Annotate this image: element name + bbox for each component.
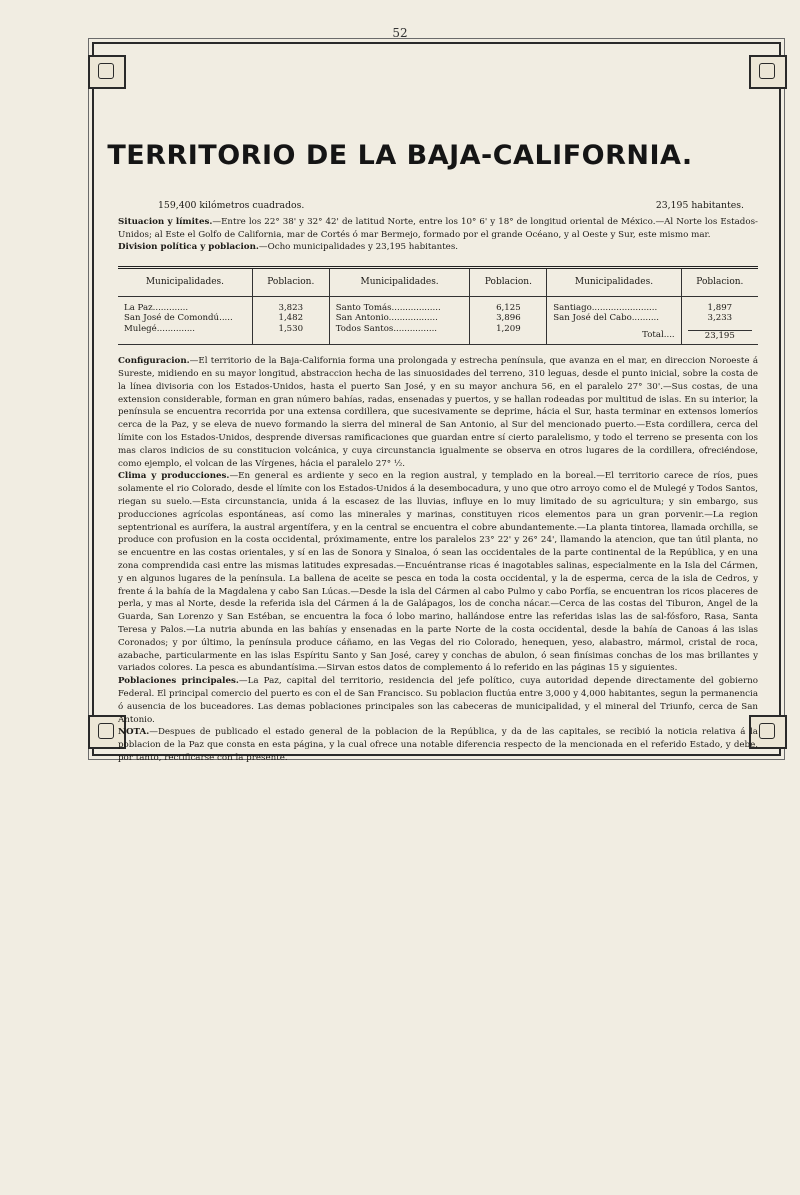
text-body (118, 355, 758, 765)
municipality-names-col-2: Santo Tomás.................. San Antonio.................. Todos Santos................ (329, 296, 470, 344)
total-value: 23,195 (688, 330, 752, 342)
clima-paragraph (118, 470, 758, 675)
configuracion-text: —El territorio de la Baja-California forma una prolongada y estrecha península, que avanza en el mar, en direccion Noroeste á Sureste, midiendo en su mayor longitud, abstraccion hecha de las sinuosidades del terreno, 310 leguas, desde el punto inicial, sobre la costa de la línea divisoria con los Estados-Unidos, hasta el puerto San José, y en su mayor anchura 56, en el paralelo 27° 30'.—Sus costas, de una extension considerable, forman en gran número bahías, radas, ensenadas y puertos, y se hallan rodeadas por multitud de islas. En su interior, la península se encuentra recorrida por una extensa cordillera, que sucesivamente se deprime, hácia el Sur, hasta terminar en extensos lomeríos cerca de la Paz, y se eleva de nuevo formando la sierra del mineral de San Antonio, al Sur del mencionado puerto.—Esta cordillera, cerca del límite con los Estados-Unidos, desprende diversas ramificaciones que guardan entre sí cierto paralelismo, y todo el terreno se presenta con los mas claros indicios de su constitucion volcánica, y cuya circunstancia igualmente se observa en otros lugares de la cordillera, ofreciéndose, como ejemplo, el volcan de las Vírgenes, hácia el paralelo 27° ½. (118, 356, 758, 469)
header-poblacion: Poblacion. (252, 269, 329, 296)
clima-heading: Clima y producciones. (118, 471, 230, 482)
population-value: 1,482 (278, 313, 304, 324)
population-value: 1,209 (496, 323, 521, 334)
population-value: 1,530 (278, 323, 304, 334)
population-text: 23,195 habitantes. (655, 200, 744, 211)
page-number: 52 (392, 26, 408, 40)
situacion-paragraph (118, 216, 758, 242)
document-body (118, 200, 758, 765)
table-header-row (118, 269, 758, 296)
municipality-name: San Antonio (335, 313, 389, 324)
municipality-name: San José del Cabo (553, 313, 632, 324)
nota-paragraph (118, 726, 758, 764)
municipality-name: La Paz (124, 302, 153, 313)
table-row (118, 296, 758, 344)
header-poblacion: Poblacion. (470, 269, 547, 296)
clima-text: —En general es ardiente y seco en la region austral, y templado en la boreal.—El territorio carece de ríos, pues solamente el rio Colorado, desde el límite con los Estados-Unidos á la desembocadura, y uno que otro arroyo como el de Mulegé y Todos Santos, riegan su suelo.—Esta circunstancia, unida á la escasez de las lluvias, influye en lo muy limitado de su agricultura; y sin embargo, sus producciones agrícolas espontáneas, así como las minerales y marinas, constituyen ricos elementos para un gran porvenir.—La region septentrional es aurífera, la austral argentífera, y en la central se encuentra el cobre abundantemente.—La planta tintorea, llamada orchilla, se produce con profusion en la costa occidental, próximamente, entre los paralelos 23° 22' y 26° 24', llamando la atencion, que tan útil planta, no se encuentre en las costas orientales, y sí en las de Sonora y Sinaloa, ó sean las occidentales de la parte continental de la República, y en una zona comprendida casi entre las mismas latitudes expresadas.—Encuéntranse ricas é inagotables salinas, especialmente en la Isla del Cármen, y en algunos lugares de la península. La ballena de aceite se pesca en toda la costa occidental, y la de esperma, cerca de la isla de Cedros, y frente á la bahía de la Magdalena y cabo San Lúcas.—Desde la isla del Cármen al cabo Pulmo y cabo Porfía, se encuentran los ricos placeres de perla, y mas al Norte, desde la referida isla del Cármen á la de Galápagos, los de concha nácar.—Cerca de las costas del Tiburon, Angel de la Guarda, San Lorenzo y San Estéban, se encuentra la foca ó lobo marino, hallándose entre las referidas islas las de sal-fósforo, Rasa, Santa Teresa y Palos.—La nutria abunda en las bahías y ensenadas en la parte Norte de la costa occidental, desde la bahía de Canoas á las islas Coronados; y por último, la península produce cáñamo, en las Vegas del rio Colorado, henequen, yeso, alabastro, mármol, cristal de roca, azabache, particularmente en las islas Espíritu Santo y San José, carey y conchas de abulon, ó sean finísimas conchas de los mas brillantes y variados colores. La pesca es abundantísima.—Sirvan estos datos de complemento á lo referido en las páginas 15 y siguientes. (118, 471, 758, 674)
municipality-name: Todos Santos (335, 323, 394, 334)
municipality-names-col-3: Santiago........................ San José del Cabo.......... Total.... (547, 296, 681, 344)
population-value: 1,897 (707, 302, 733, 313)
nota-text: —Despues de publicado el estado general de la poblacion de la República, y da de las capitales, se recibió la noticia relativa á la poblacion de la Paz que consta en esta página, y la cual ofrece una notable diferencia respecto de la mencionada en el referido Estado, y debe, por tanto, rectificarse con la presente. (118, 727, 758, 763)
population-value: 6,125 (496, 302, 521, 313)
situacion-heading: Situacion y límites. (118, 216, 213, 227)
header-municipalidades: Municipalidades. (329, 269, 470, 296)
division-heading: Division política y poblacion. (118, 242, 259, 253)
nota-heading: NOTA. (118, 727, 150, 738)
municipality-name: San José de Comondú (124, 313, 220, 324)
population-value: 3,823 (278, 302, 304, 313)
division-text: —Ocho municipalidades y 23,195 habitantes. (258, 242, 459, 253)
municipality-name: Santo Tomás (335, 302, 392, 313)
page-title: TERRITORIO DE LA BAJA-CALIFORNIA. (107, 140, 693, 171)
poblaciones-paragraph (118, 675, 758, 726)
population-value: 3,233 (707, 313, 733, 324)
situacion-text: —Entre los 22° 38' y 32° 42' de latitud Norte, entre los 10° 6' y 18° de longitud oriental de México.—Al Norte los Estados-Unidos; al Este el Golfo de California, mar de Cortés ó mar Bermejo, formado por el grande Océano, y al Oeste y Sur, este mismo mar. (118, 216, 758, 240)
population-col-3 (681, 296, 758, 344)
division-paragraph (118, 241, 758, 254)
population-col-1 (252, 296, 329, 344)
corner-ornament-icon (749, 55, 787, 89)
configuracion-heading: Configuracion. (118, 356, 190, 367)
header-municipalidades: Municipalidades. (118, 269, 252, 296)
municipality-name: Mulegé (124, 323, 157, 334)
corner-ornament-icon (88, 55, 126, 89)
population-value: 3,896 (496, 313, 521, 324)
area-text: 159,400 kilómetros cuadrados. (158, 200, 305, 211)
poblaciones-text: —La Paz, capital del territorio, residencia del jefe político, cuya autoridad depende directamente del gobierno Federal. El principal comercio del puerto es con el de San Francisco. Su poblacion fluctúa entre 3,000 y 4,000 habitantes, segun la permanencia ó ausencia de los buceadores. Las demas poblaciones principales son las cabeceras de municipalidad, y el mineral del Triunfo, cerca de San Antonio. (118, 676, 759, 725)
municipality-name: Santiago (553, 302, 592, 313)
population-col-2 (470, 296, 547, 344)
total-label: Total (642, 329, 664, 340)
municipality-names-col-1: La Paz............. San José de Comondú..... Mulegé.............. (118, 296, 252, 344)
header-poblacion: Poblacion. (681, 269, 758, 296)
poblaciones-heading: Poblaciones principales. (118, 676, 239, 687)
municipalities-table (118, 269, 758, 344)
area-population-line (118, 200, 758, 213)
configuracion-paragraph (118, 355, 758, 470)
table-bottom-rule (118, 344, 758, 345)
header-municipalidades: Municipalidades. (547, 269, 681, 296)
